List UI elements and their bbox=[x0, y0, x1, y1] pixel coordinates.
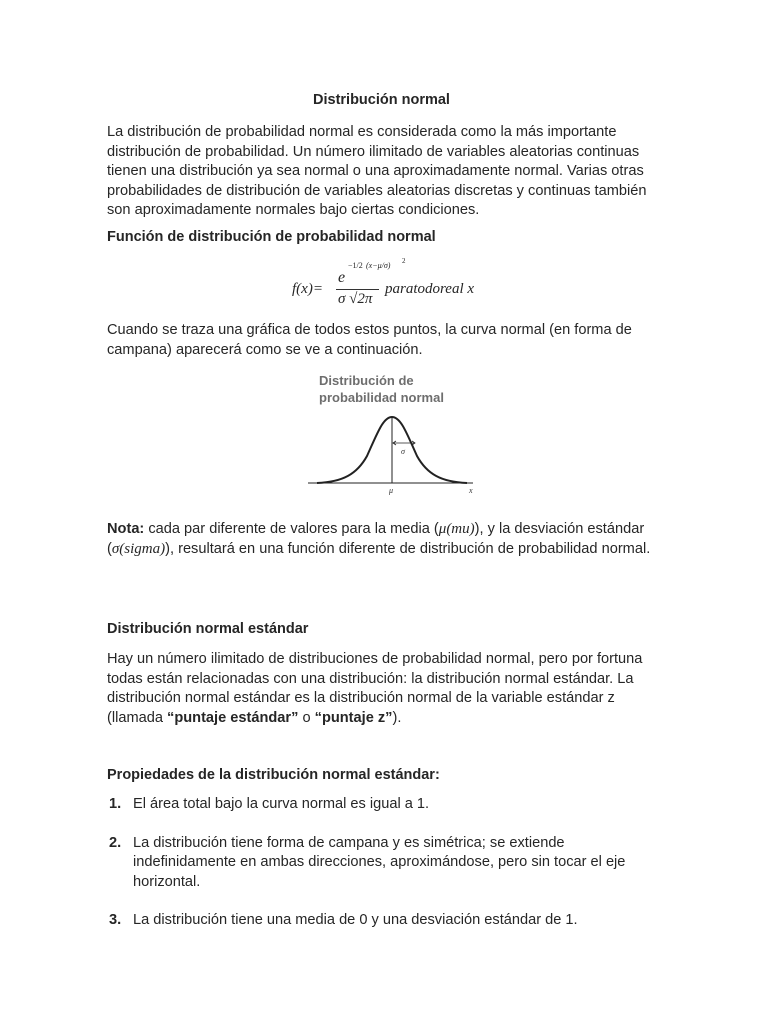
note-text-2: ), y la desviación estándar ( bbox=[107, 521, 645, 557]
formula-exponent-term: (x−μ/σ) bbox=[366, 261, 391, 270]
properties-list bbox=[107, 795, 667, 931]
sigma-label: σ bbox=[401, 447, 405, 456]
document-title: Distribución normal bbox=[313, 92, 450, 108]
intro-paragraph: La distribución de probabilidad normal es considerada como la más importante distribución de probabilidad. Un número ilimitado de variables aleatorias continuas tienen una distribución ya sea normal o una aproximadamente normal. Varias otras probabilidades de distribución de variables aleatorias discretas y continuas también son aproximadamente normales bajo ciertas condiciones. bbox=[107, 124, 647, 218]
list-item-number: 3. bbox=[109, 912, 122, 928]
bell-curve-svg bbox=[305, 370, 477, 498]
formula-e: e bbox=[338, 269, 346, 286]
section-heading-standard: Distribución normal estándar bbox=[107, 621, 309, 637]
formula-denominator: σ √2π bbox=[338, 291, 373, 307]
bell-curve-figure bbox=[305, 370, 477, 498]
note-text-3: ), resultará en una función diferente de distribución de probabilidad normal. bbox=[165, 540, 651, 557]
figure-title-line1: Distribución de bbox=[319, 373, 414, 388]
standard-text-2: o bbox=[298, 709, 315, 726]
list-item-text: El área total bajo la curva normal es igual a 1. bbox=[133, 796, 430, 812]
figure-title-line2: probabilidad normal bbox=[319, 390, 444, 405]
fraction-bar bbox=[336, 289, 379, 290]
sigma-word: (sigma) bbox=[119, 540, 166, 557]
mu-label: μ bbox=[389, 486, 394, 495]
x-label: x bbox=[469, 486, 473, 495]
list-item-number: 2. bbox=[109, 834, 122, 851]
list-item bbox=[107, 834, 667, 893]
formula-lhs: f(x)= bbox=[292, 281, 323, 297]
mu-symbol: μ bbox=[438, 521, 447, 537]
sigma-symbol: σ bbox=[111, 540, 120, 557]
note-text-1: cada par diferente de valores para la media ( bbox=[144, 521, 439, 537]
list-item bbox=[107, 911, 667, 931]
standard-score-term: “puntaje estándar” bbox=[167, 709, 299, 726]
note-label: Nota: bbox=[107, 521, 145, 537]
section-heading-pdf: Función de distribución de probabilidad normal bbox=[107, 229, 436, 245]
list-item-text: La distribución tiene forma de campana y es simétrica; se extiende indefinidamente en ambas direcciones, aproximándose, pero sin tocar el eje horizontal. bbox=[133, 834, 626, 890]
list-item bbox=[107, 795, 667, 815]
standard-text-1: Hay un número ilimitado de distribuciones de probabilidad normal, pero por fortuna todas están relacionadas con una distribución: la distribución normal estándar. La distribución normal estándar es la distribución normal de la variable estándar z (llamada bbox=[107, 651, 643, 726]
standard-paragraph bbox=[107, 650, 667, 728]
curve-paragraph: Cuando se traza una gráfica de todos estos puntos, la curva normal (en forma de campana) aparecerá como se ve a continuación. bbox=[107, 322, 632, 358]
standard-text-3: ). bbox=[392, 709, 402, 726]
pdf-formula bbox=[107, 256, 667, 312]
formula-suffix: paratodoreal x bbox=[385, 281, 475, 297]
z-score-term: “puntaje z” bbox=[314, 709, 393, 726]
mu-word: (mu) bbox=[446, 521, 475, 537]
section-heading-properties: Propiedades de la distribución normal estándar: bbox=[107, 767, 440, 783]
list-item-text: La distribución tiene una media de 0 y una desviación estándar de 1. bbox=[133, 912, 578, 928]
list-item-number: 1. bbox=[109, 796, 122, 812]
formula-exponent-power: 2 bbox=[402, 257, 406, 265]
formula-exponent-coef: −1/2 bbox=[348, 261, 363, 270]
note-paragraph bbox=[107, 520, 667, 559]
